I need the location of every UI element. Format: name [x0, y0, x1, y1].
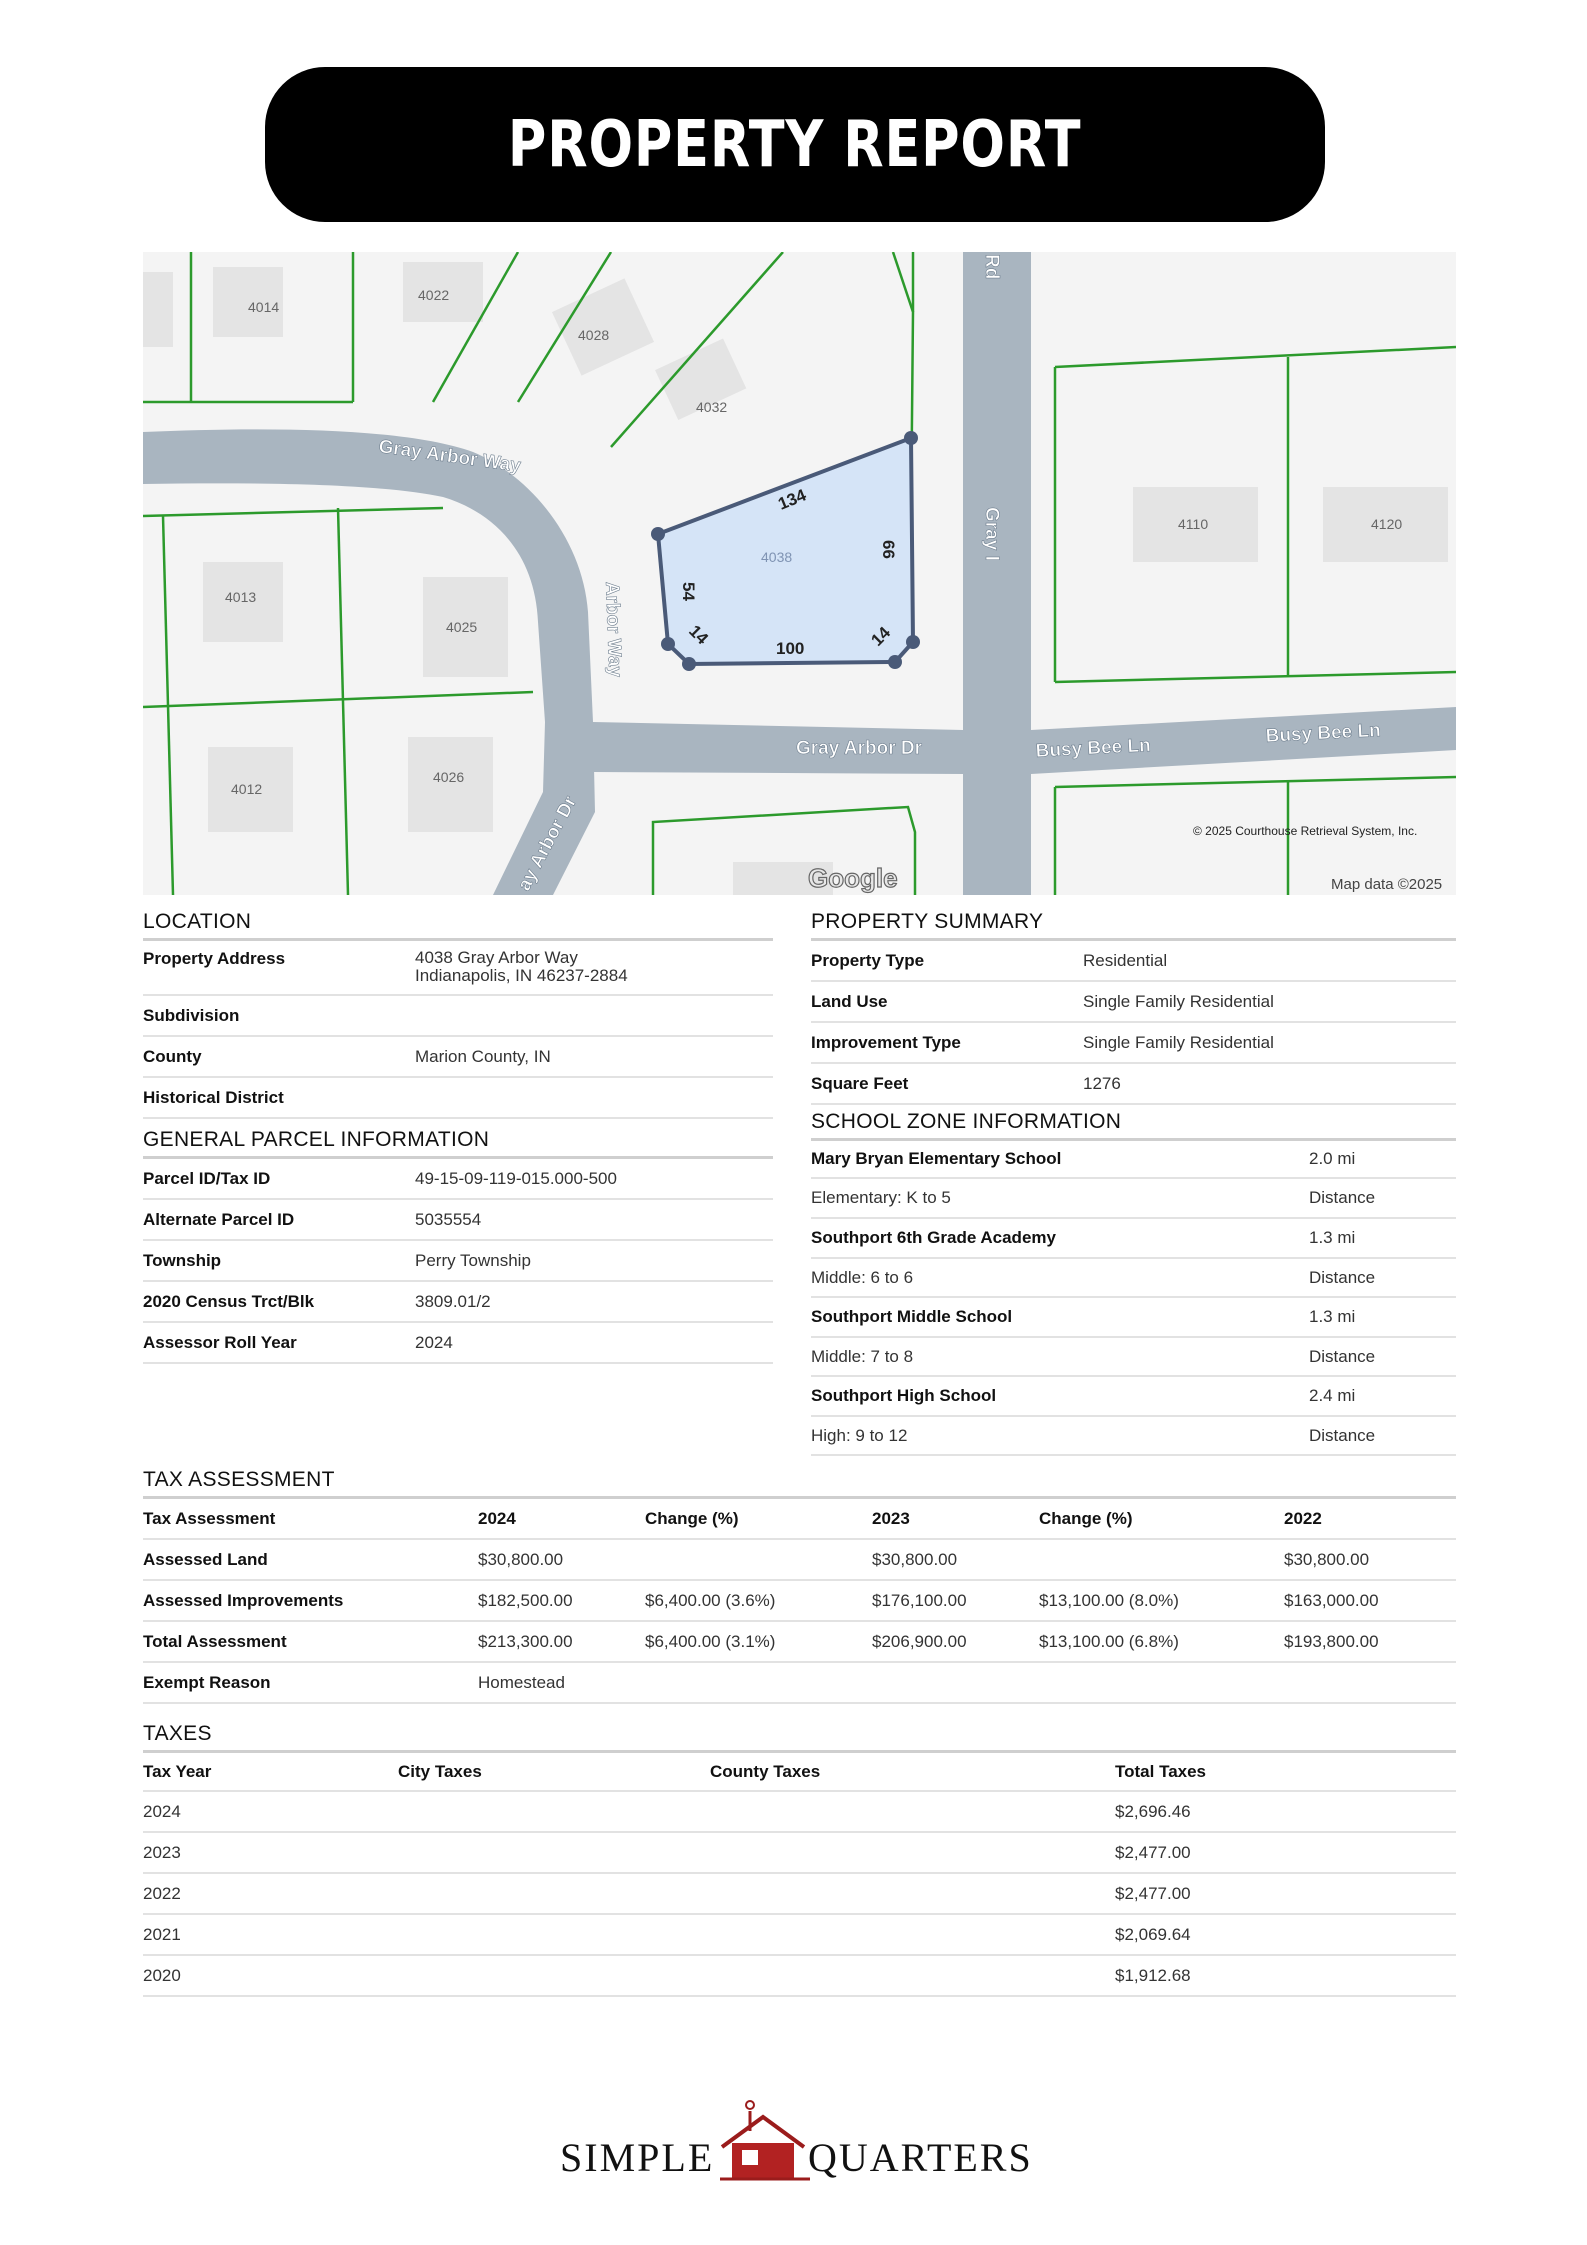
- summary-title: PROPERTY SUMMARY: [811, 910, 1456, 941]
- parcel-row: Township Perry Township: [143, 1241, 773, 1282]
- map-data-credit: Map data ©2025: [1331, 876, 1443, 893]
- brand-logo: [560, 2095, 1040, 2185]
- summary-row: Square Feet 1276: [811, 1064, 1456, 1105]
- svg-text:14: 14: [867, 623, 895, 650]
- summary-row: Improvement Type Single Family Residential: [811, 1023, 1456, 1064]
- location-row: [143, 941, 773, 996]
- svg-text:Gray Arbor Way: Gray Arbor Way: [377, 436, 523, 477]
- tax-assessment-row: Exempt Reason Homestead: [143, 1663, 1456, 1704]
- svg-text:4026: 4026: [433, 769, 465, 785]
- school-item: Southport Middle School 1.3 mi Middle: 7 to 8 Distance: [811, 1298, 1456, 1377]
- svg-text:Busy Bee Ln: Busy Bee Ln: [1265, 719, 1382, 747]
- tax-assessment-row: Assessed Land $30,800.00 $30,800.00 $30,800.00: [143, 1540, 1456, 1581]
- parcel-title: GENERAL PARCEL INFORMATION: [143, 1128, 773, 1159]
- taxes-row: 2024 $2,696.46: [143, 1792, 1456, 1833]
- parcel-section: [143, 1128, 773, 1364]
- svg-text:4014: 4014: [248, 299, 280, 315]
- taxes-header: Tax Year City Taxes County Taxes Total Taxes: [143, 1753, 1456, 1792]
- taxes-section: [143, 1722, 1456, 1997]
- tax-assessment-row: Assessed Improvements $182,500.00 $6,400.00 (3.6%) $176,100.00 $13,100.00 (8.0%) $163,000.00: [143, 1581, 1456, 1622]
- svg-text:66: 66: [879, 540, 898, 559]
- map-copyright: © 2025 Courthouse Retrieval System, Inc.: [1193, 824, 1418, 838]
- parcel-row: Assessor Roll Year 2024: [143, 1323, 773, 1364]
- svg-text:4022: 4022: [418, 287, 450, 303]
- schools-title: SCHOOL ZONE INFORMATION: [811, 1110, 1456, 1141]
- google-logo: Google: [808, 863, 898, 893]
- schools-section: [811, 1110, 1456, 1456]
- svg-text:14: 14: [685, 621, 712, 649]
- location-title: LOCATION: [143, 910, 773, 941]
- address-value: 4038 Gray Arbor Way Indianapolis, IN 46237-2884: [415, 948, 628, 985]
- svg-text:Busy Bee Ln: Busy Bee Ln: [1035, 734, 1152, 762]
- svg-text:4025: 4025: [446, 619, 478, 635]
- parcel-row: Alternate Parcel ID 5035554: [143, 1200, 773, 1241]
- taxes-row: 2022 $2,477.00: [143, 1874, 1456, 1915]
- svg-text:4013: 4013: [225, 589, 257, 605]
- svg-text:4120: 4120: [1371, 516, 1403, 532]
- location-row: County Marion County, IN: [143, 1037, 773, 1078]
- parcel-row: Parcel ID/Tax ID 49-15-09-119-015.000-500: [143, 1159, 773, 1200]
- summary-row: Property Type Residential: [811, 941, 1456, 982]
- svg-text:4012: 4012: [231, 781, 263, 797]
- svg-text:4038: 4038: [761, 549, 793, 565]
- school-item: Southport 6th Grade Academy 1.3 mi Middle: 6 to 6 Distance: [811, 1219, 1456, 1298]
- svg-text:Gray I: Gray I: [981, 507, 1002, 561]
- taxes-row: 2021 $2,069.64: [143, 1915, 1456, 1956]
- tax-assessment-row: Total Assessment $213,300.00 $6,400.00 (3.1%) $206,900.00 $13,100.00 (6.8%) $193,800.00: [143, 1622, 1456, 1663]
- svg-text:4032: 4032: [696, 399, 728, 415]
- svg-text:100: 100: [776, 639, 805, 658]
- svg-text:Arbor Way: Arbor Way: [601, 581, 626, 678]
- summary-section: [811, 910, 1456, 1105]
- location-row: Historical District: [143, 1078, 773, 1119]
- brand-left-text: SIMPLE: [560, 2135, 715, 2180]
- school-item: Southport High School 2.4 mi High: 9 to 12 Distance: [811, 1377, 1456, 1456]
- svg-text:4028: 4028: [578, 327, 610, 343]
- report-title-banner: [265, 67, 1325, 222]
- brand-right-text: QUARTERS: [808, 2135, 1033, 2180]
- svg-text:134: 134: [775, 485, 809, 514]
- parcel-map[interactable]: [143, 252, 1456, 895]
- tax-assessment-section: [143, 1468, 1456, 1704]
- location-row: Subdivision: [143, 996, 773, 1037]
- svg-text:Gray Arbor Dr: Gray Arbor Dr: [796, 738, 922, 759]
- svg-text:ay Arbor Dr: ay Arbor Dr: [513, 792, 582, 895]
- taxes-row: 2020 $1,912.68: [143, 1956, 1456, 1997]
- tax-assessment-title: TAX ASSESSMENT: [143, 1468, 1456, 1499]
- svg-text:4110: 4110: [1178, 516, 1209, 532]
- taxes-title: TAXES: [143, 1722, 1456, 1753]
- report-title: PROPERTY REPORT: [508, 107, 1082, 182]
- location-section: [143, 910, 773, 1119]
- tax-assessment-header: Tax Assessment 2024 Change (%) 2023 Change (%) 2022: [143, 1499, 1456, 1540]
- svg-text:Rd: Rd: [981, 254, 1002, 280]
- parcel-row: 2020 Census Trct/Blk 3809.01/2: [143, 1282, 773, 1323]
- taxes-row: 2023 $2,477.00: [143, 1833, 1456, 1874]
- school-item: Mary Bryan Elementary School 2.0 mi Elementary: K to 5 Distance: [811, 1141, 1456, 1219]
- summary-row: Land Use Single Family Residential: [811, 982, 1456, 1023]
- svg-text:54: 54: [679, 582, 698, 601]
- address-label: Property Address: [143, 949, 286, 968]
- house-icon: [720, 2101, 810, 2179]
